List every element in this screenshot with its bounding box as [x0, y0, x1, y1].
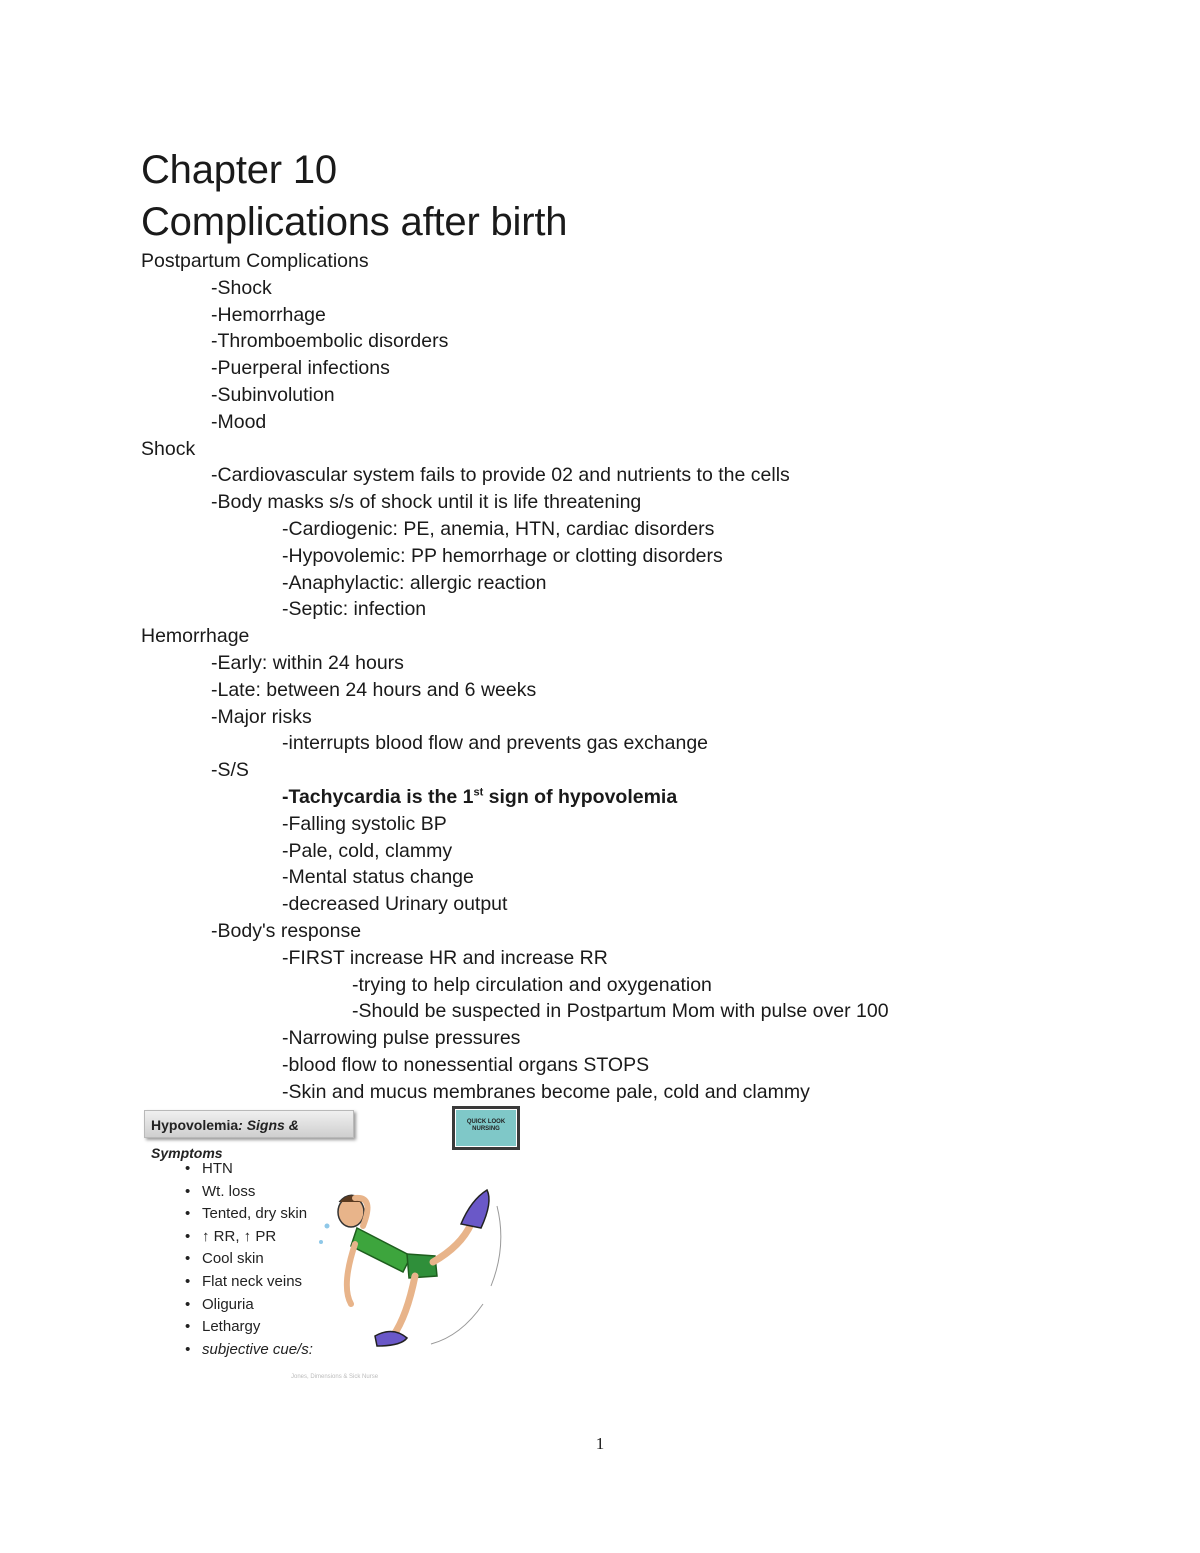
slide-bullet-item: • Tented, dry skin — [185, 1203, 313, 1226]
outline-line: -Early: within 24 hours — [211, 652, 404, 674]
slide-bullet-item: • ↑ RR, ↑ PR — [185, 1226, 313, 1249]
outline-line: -Cardiovascular system fails to provide 02 and nutrients to the cells — [211, 464, 790, 487]
outline-line: -S/S — [211, 759, 249, 782]
slide-bullet-list — [185, 1158, 313, 1361]
slide-bullet-item: • Oliguria — [185, 1294, 313, 1317]
outline-line: -Tachycardia is the 1st sign of hypovolemia — [282, 786, 678, 808]
slide-bullet-item: • Flat neck veins — [185, 1271, 313, 1294]
quick-look-nursing-logo: QUICK LOOK NURSING — [452, 1106, 520, 1150]
outline-line: -Body's response — [211, 920, 362, 942]
outline-line: -FIRST increase HR and increase RR — [282, 946, 608, 969]
outline-line: -Skin and mucus membranes become pale, cold and clammy — [282, 1080, 810, 1103]
outline-line: -blood flow to nonessential organs STOPS — [282, 1054, 650, 1076]
outline-line: -decreased Urinary output — [282, 893, 508, 916]
outline-line: -Mood — [211, 410, 267, 433]
outline-line: -Subinvolution — [211, 384, 335, 406]
slide-bullet-item: • Wt. loss — [185, 1181, 313, 1204]
slide-bullet-item: • Cool skin — [185, 1248, 313, 1271]
outline-line: -Should be suspected in Postpartum Mom with pulse over 100 — [352, 1000, 889, 1023]
outline-line: -Hypovolemic: PP hemorrhage or clotting disorders — [282, 544, 723, 567]
outline-line: -Body masks s/s of shock until it is life threatening — [211, 491, 642, 514]
slide-title: Hypovolemia: Signs & Symptoms — [144, 1110, 354, 1138]
outline-line: -trying to help circulation and oxygenation — [352, 973, 712, 996]
hypovolemia-slide-image — [141, 1106, 526, 1386]
outline-line: -Anaphylactic: allergic reaction — [282, 571, 547, 594]
outline-line: Postpartum Complications — [141, 250, 369, 272]
outline-line: -Puerperal infections — [211, 357, 390, 380]
page-number: 1 — [595, 1434, 605, 1453]
outline-line: -Hemorrhage — [211, 303, 326, 326]
slide-bullet-item: • subjective cue/s: — [185, 1339, 313, 1362]
outline-line: -Narrowing pulse pressures — [282, 1027, 521, 1050]
outline-line: -Major risks — [211, 705, 312, 728]
outline-line: Hemorrhage — [141, 625, 250, 648]
outline-line: -Cardiogenic: PE, anemia, HTN, cardiac disorders — [282, 518, 715, 540]
chapter-heading: Chapter 10 — [141, 148, 337, 192]
outline-line: -Septic: infection — [282, 598, 427, 621]
outline-line: -Shock — [211, 276, 272, 299]
slide-bullet-item: • Lethargy — [185, 1316, 313, 1339]
outline-line: -interrupts blood flow and prevents gas exchange — [282, 732, 709, 755]
outline-line: Shock — [141, 437, 196, 460]
outline-line: -Late: between 24 hours and 6 weeks — [211, 678, 537, 701]
outline-line: -Pale, cold, clammy — [282, 839, 453, 862]
outline-line: -Mental status change — [282, 866, 474, 889]
slide-bullet-item: • HTN — [185, 1158, 313, 1181]
slide-footer: Jones, Dimensions & Sick Nurse — [291, 1374, 379, 1380]
outline-line: -Thromboembolic disorders — [211, 330, 449, 353]
outline-line: -Falling systolic BP — [282, 812, 447, 835]
chapter-title: Complications after birth — [141, 200, 568, 244]
tired-person-illustration — [311, 1186, 521, 1358]
